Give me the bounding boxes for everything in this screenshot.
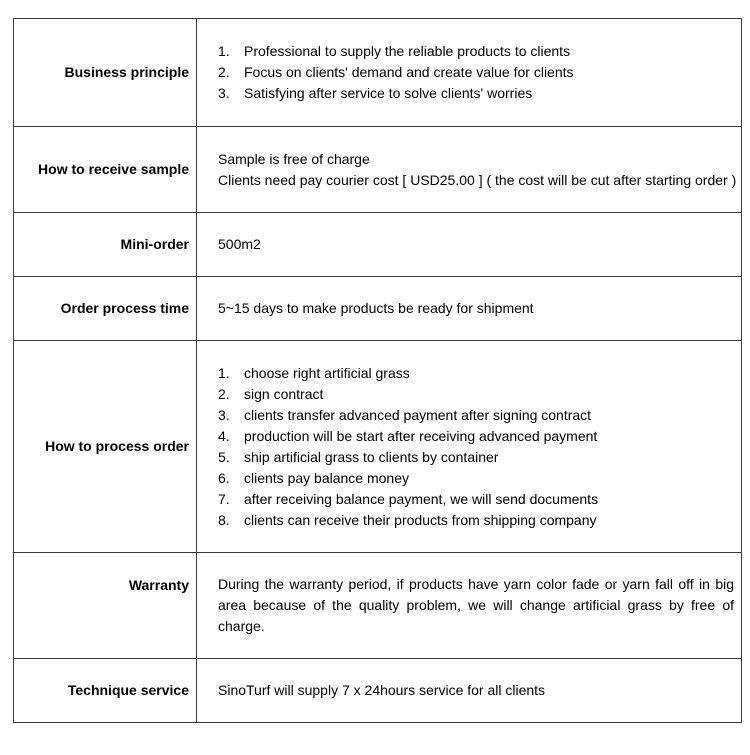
list-number: 1. xyxy=(218,43,230,59)
list-item-text: clients pay balance money xyxy=(244,469,409,486)
list-number: 3. xyxy=(218,85,230,101)
row-value-business-principle xyxy=(197,19,742,127)
row-label-process-order: How to process order xyxy=(14,341,197,553)
list-item xyxy=(218,41,734,62)
list-item xyxy=(218,405,734,426)
table-row-business-principle xyxy=(14,19,742,127)
list-item xyxy=(218,489,734,510)
list-item-text: after receiving balance payment, we will send documents xyxy=(244,490,599,507)
row-label-technique-service: Technique service xyxy=(14,659,197,723)
list-item xyxy=(218,510,734,531)
list-item xyxy=(218,468,734,489)
list-item-text: clients can receive their products from shipping company xyxy=(244,511,597,528)
row-value-warranty: During the warranty period, if products have yarn color fade or yarn fall off in big area because of the quality problem, we will change artificial grass by free of charge. xyxy=(197,553,742,659)
row-value-technique-service: SinoTurf will supply 7 x 24hours service for all clients xyxy=(197,659,742,723)
business-principle-list xyxy=(218,41,734,104)
process-order-list xyxy=(218,363,734,531)
list-item xyxy=(218,83,734,104)
list-item-text: Professional to supply the reliable products to clients xyxy=(244,43,571,59)
row-value-mini-order: 500m2 xyxy=(197,213,742,277)
list-number: 8. xyxy=(218,511,230,528)
sample-line: Clients need pay courier cost [ USD25.00 ] ( the cost will be cut after starting order ) xyxy=(218,171,737,188)
list-number: 2. xyxy=(218,385,230,402)
service-info-table xyxy=(13,18,742,723)
table-row-receive-sample xyxy=(14,127,742,213)
row-value-receive-sample xyxy=(197,127,742,213)
row-label-warranty: Warranty xyxy=(14,553,197,659)
list-item xyxy=(218,384,734,405)
list-item-text: Satisfying after service to solve clients' worries xyxy=(244,85,533,101)
list-number: 5. xyxy=(218,448,230,465)
row-label-mini-order: Mini-order xyxy=(14,213,197,277)
list-item-text: production will be start after receiving advanced payment xyxy=(244,427,598,444)
sample-line: Sample is free of charge xyxy=(218,150,370,167)
list-number: 3. xyxy=(218,406,230,423)
list-item xyxy=(218,426,734,447)
list-item-text: ship artificial grass to clients by container xyxy=(244,448,499,465)
table-row-technique-service xyxy=(14,659,742,723)
list-item xyxy=(218,447,734,468)
row-label-business-principle: Business principle xyxy=(14,19,197,127)
row-value-process-order xyxy=(197,341,742,553)
list-number: 4. xyxy=(218,427,230,444)
table-row-process-order xyxy=(14,341,742,553)
row-label-order-process-time: Order process time xyxy=(14,277,197,341)
list-number: 2. xyxy=(218,64,230,80)
list-item-text: sign contract xyxy=(244,385,324,402)
list-item-text: Focus on clients' demand and create value for clients xyxy=(244,64,574,80)
list-item xyxy=(218,363,734,384)
table-row-warranty xyxy=(14,553,742,659)
list-number: 6. xyxy=(218,469,230,486)
row-value-order-process-time: 5~15 days to make products be ready for shipment xyxy=(197,277,742,341)
table-row-order-process-time xyxy=(14,277,742,341)
list-number: 7. xyxy=(218,490,230,507)
list-number: 1. xyxy=(218,364,230,381)
list-item-text: choose right artificial grass xyxy=(244,364,410,381)
list-item xyxy=(218,62,734,83)
row-label-receive-sample: How to receive sample xyxy=(14,127,197,213)
table-row-mini-order xyxy=(14,213,742,277)
list-item-text: clients transfer advanced payment after signing contract xyxy=(244,406,592,423)
